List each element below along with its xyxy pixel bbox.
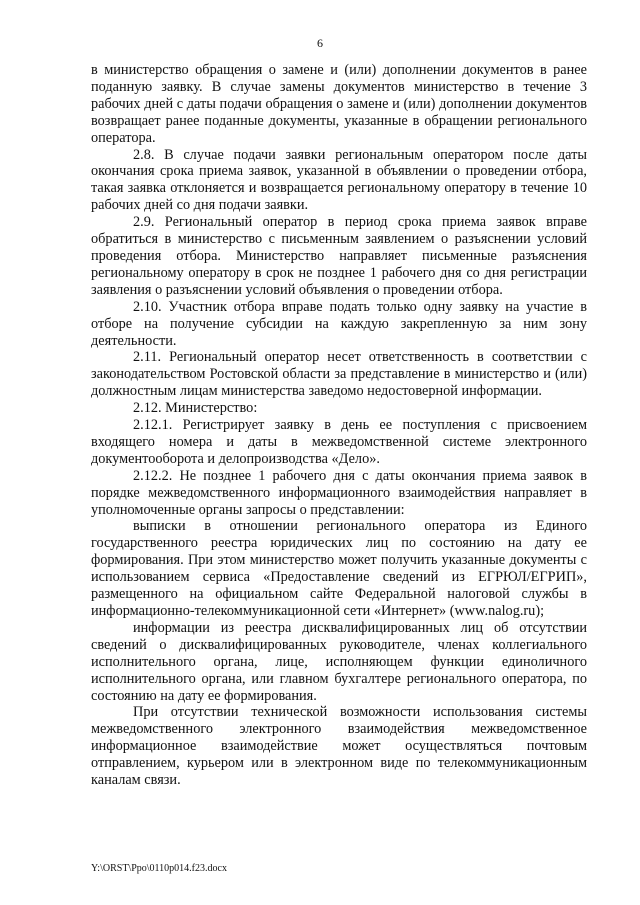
paragraph-disqualified-registry: информации из реестра дисквалифицированных лиц об отсутствии сведений о дисквалифицированных руководителе, членах коллегиального исполнительного органа, лице, исполняющем функции единоличного исполнительного органа, или главном бухгалтере регионального оператора, по состоянию на дату ее формирования. xyxy=(91,619,587,704)
paragraph-2-12: 2.12. Министерство: xyxy=(133,400,258,417)
paragraph-2-9: 2.9. Региональный оператор в период срока приема заявок вправе обратиться в министерство с письменным заявлением о разъяснении условий проведения отбора. Министерство направляет письменные разъяснения региональному оператору в срок не позднее 1 рабочего дня со дня регистрации заявления о разъяснении условий объявления о проведении отбора. xyxy=(91,214,587,298)
paragraph-continuation: в министерство обращения о замене и (или) дополнении документов в ранее поданную заявку. В случае замены документов министерство в течение 3 рабочих дней с даты подачи обращения о замене и (или) дополнении документов возвращает ранее поданные документы, указанные в обращении регионального оператора. xyxy=(91,62,587,146)
paragraph-2-8: 2.8. В случае подачи заявки региональным оператором после даты окончания срока приема заявок, указанной в объявлении о проведении отбора, такая заявка отклоняется и возвращается региональному оператору в течение 10 рабочих дней со дня подачи заявки. xyxy=(91,146,587,214)
paragraph-no-technical-possibility: При отсутствии технической возможности использования системы межведомственного электронного взаимодействия межведомственное информационное взаимодействие может осуществляться почтовым отправлением, курьером или в электронном виде по телекоммуникационным каналам связи. xyxy=(91,704,587,789)
document-body xyxy=(91,62,587,789)
paragraph-2-12-2: 2.12.2. Не позднее 1 рабочего дня с даты окончания приема заявок в порядке межведомственного информационного взаимодействия направляет в уполномоченные органы запросы о представлении: xyxy=(91,467,587,518)
page-number: 6 xyxy=(317,36,323,50)
paragraph-egrul-extract: выписки в отношении регионального оператора из Единого государственного реестра юридических лиц по состоянию на дату ее формирования. При этом министерство может получить указанные документы с использованием сервиса «Предоставление сведений из ЕГРЮЛ/ЕГРИП», размещенного на официальном сайте Федеральной налоговой службы в информационно-телекоммуникационной сети «Интернет» (www.nalog.ru); xyxy=(91,518,587,619)
paragraph-2-10: 2.10. Участник отбора вправе подать только одну заявку на участие в отборе на получение субсидии на каждую закрепленную за ним зону деятельности. xyxy=(91,298,587,349)
footer-file-path: Y:\ORST\Ppo\0110p014.f23.docx xyxy=(91,863,227,874)
paragraph-2-12-1: 2.12.1. Регистрирует заявку в день ее поступления с присвоением входящего номера и даты в межведомственной системе электронного документооборота и делопроизводства «Дело». xyxy=(91,417,587,467)
paragraph-2-11: 2.11. Региональный оператор несет ответственность в соответствии с законодательством Ростовской области за представление в министерство и (или) должностным лицам министерства заведомо недостоверной информации. xyxy=(91,349,587,400)
